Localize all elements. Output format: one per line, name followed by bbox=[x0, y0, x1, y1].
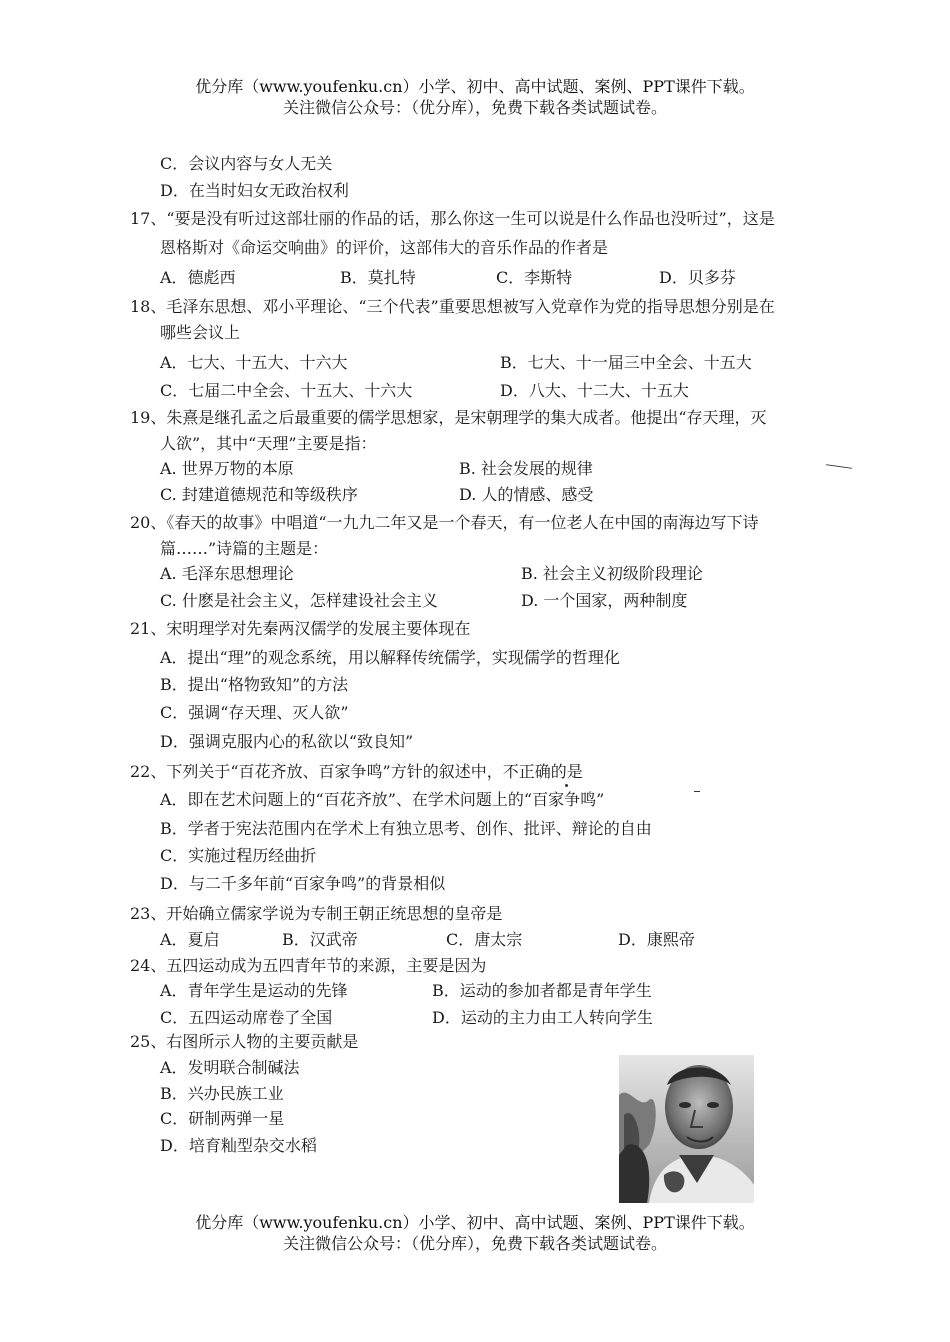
q21-option-d: D．强调克服内心的私欲以“致良知” bbox=[160, 732, 414, 751]
footer-line-2: 关注微信公众号：（优分库），免费下载各类试题试卷。 bbox=[282, 1234, 667, 1253]
q22-stem: 22、下列关于“百花齐放、百家争鸣”方针的叙述中，不正确的是 bbox=[130, 762, 583, 781]
q24-option-a: A．青年学生是运动的先锋 bbox=[160, 981, 348, 1000]
q24-option-d: D．运动的主力由工人转向学生 bbox=[432, 1008, 653, 1027]
q22-option-c: C．实施过程历经曲折 bbox=[160, 846, 317, 865]
q18-option-a: A．七大、十五大、十六大 bbox=[160, 353, 348, 372]
q25-option-b: B．兴办民族工业 bbox=[160, 1084, 284, 1103]
q20-option-c: C. 什麽是社会主义，怎样建设社会主义 bbox=[160, 591, 438, 610]
q23-stem: 23、开始确立儒家学说为专制王朝正统思想的皇帝是 bbox=[130, 904, 503, 923]
q19-option-a: A. 世界万物的本原 bbox=[160, 459, 294, 478]
header-line-2: 关注微信公众号：（优分库），免费下载各类试题试卷。 bbox=[282, 98, 667, 117]
q25-option-a: A．发明联合制碱法 bbox=[160, 1058, 300, 1077]
page-header bbox=[0, 76, 950, 118]
q20-stem-line2: 篇……”诗篇的主题是： bbox=[160, 539, 329, 558]
q19-option-c: C. 封建道德规范和等级秩序 bbox=[160, 485, 358, 504]
q19-option-b: B. 社会发展的规律 bbox=[459, 459, 593, 478]
q21-option-a: A．提出“理”的观念系统，用以解释传统儒学，实现儒学的哲理化 bbox=[160, 648, 620, 667]
q24-option-b: B．运动的参加者都是青年学生 bbox=[432, 981, 652, 1000]
scan-dot bbox=[565, 784, 568, 787]
q23-option-a: A．夏启 bbox=[160, 930, 220, 949]
q24-stem: 24、五四运动成为五四青年节的来源，主要是因为 bbox=[130, 956, 487, 975]
q22-option-d: D．与二千多年前“百家争鸣”的背景相似 bbox=[160, 874, 446, 893]
q19-option-d: D. 人的情感、感受 bbox=[459, 485, 594, 504]
portrait-illustration bbox=[619, 1055, 754, 1203]
q17-stem-line1: 17、“要是没有听过这部壮丽的作品的话，那么你这一生可以说是什么作品也没听过”，这是 bbox=[130, 209, 775, 228]
q18-option-b: B．七大、十一届三中全会、十五大 bbox=[500, 353, 752, 372]
q21-stem: 21、宋明理学对先秦两汉儒学的发展主要体现在 bbox=[130, 619, 471, 638]
header-line-1: 优分库（www.youfenku.cn）小学、初中、高中试题、案例、PPT课件下载。 bbox=[195, 77, 755, 96]
q17-stem-line2: 恩格斯对《命运交响曲》的评价，这部伟大的音乐作品的作者是 bbox=[160, 238, 609, 257]
q22-option-a: A．即在艺术问题上的“百花齐放”、在学术问题上的“百家争鸣” bbox=[160, 790, 605, 809]
q17-option-b: B．莫扎特 bbox=[340, 268, 416, 287]
q23-option-b: B．汉武帝 bbox=[282, 930, 358, 949]
q21-option-c: C．强调“存天理、灭人欲” bbox=[160, 703, 349, 722]
prev-option-d: D．在当时妇女无政治权利 bbox=[160, 181, 349, 200]
q21-option-b: B．提出“格物致知”的方法 bbox=[160, 675, 349, 694]
q20-stem-line1: 20、《春天的故事》中唱道“一九九二年又是一个春天，有一位老人在中国的南海边写下诗 bbox=[130, 513, 759, 532]
scan-dash bbox=[694, 791, 700, 792]
q23-option-c: C．唐太宗 bbox=[446, 930, 523, 949]
q25-stem: 25、右图所示人物的主要贡献是 bbox=[130, 1032, 359, 1051]
q20-option-b: B. 社会主义初级阶段理论 bbox=[521, 564, 703, 583]
q25-option-d: D．培育籼型杂交水稻 bbox=[160, 1136, 317, 1155]
q18-stem-line2: 哪些会议上 bbox=[160, 323, 241, 342]
prev-option-c: C．会议内容与女人无关 bbox=[160, 154, 333, 173]
footer-line-1: 优分库（www.youfenku.cn）小学、初中、高中试题、案例、PPT课件下载。 bbox=[195, 1213, 755, 1232]
q23-option-d: D．康熙帝 bbox=[618, 930, 695, 949]
q22-option-b: B．学者于宪法范围内在学术上有独立思考、创作、批评、辩论的自由 bbox=[160, 819, 652, 838]
q17-option-d: D．贝多芬 bbox=[659, 268, 736, 287]
scan-mark bbox=[826, 464, 852, 469]
q18-option-d: D．八大、十二大、十五大 bbox=[500, 381, 689, 400]
q20-option-a: A. 毛泽东思想理论 bbox=[160, 564, 294, 583]
q18-option-c: C．七届二中全会、十五大、十六大 bbox=[160, 381, 413, 400]
q19-stem-line1: 19、朱熹是继孔孟之后最重要的儒学思想家，是宋朝理学的集大成者。他提出“存天理，灭 bbox=[130, 408, 767, 427]
q17-option-a: A．德彪西 bbox=[160, 268, 236, 287]
q25-option-c: C．研制两弹一星 bbox=[160, 1109, 285, 1128]
q19-stem-line2: 人欲”，其中“天理”主要是指： bbox=[160, 434, 377, 453]
q20-option-d: D. 一个国家，两种制度 bbox=[521, 591, 688, 610]
portrait-photo bbox=[619, 1055, 754, 1203]
page-footer bbox=[0, 1212, 950, 1254]
q17-option-c: C．李斯特 bbox=[496, 268, 573, 287]
q24-option-c: C．五四运动席卷了全国 bbox=[160, 1008, 333, 1027]
q18-stem-line1: 18、毛泽东思想、邓小平理论、“三个代表”重要思想被写入党章作为党的指导思想分别是在 bbox=[130, 297, 775, 316]
